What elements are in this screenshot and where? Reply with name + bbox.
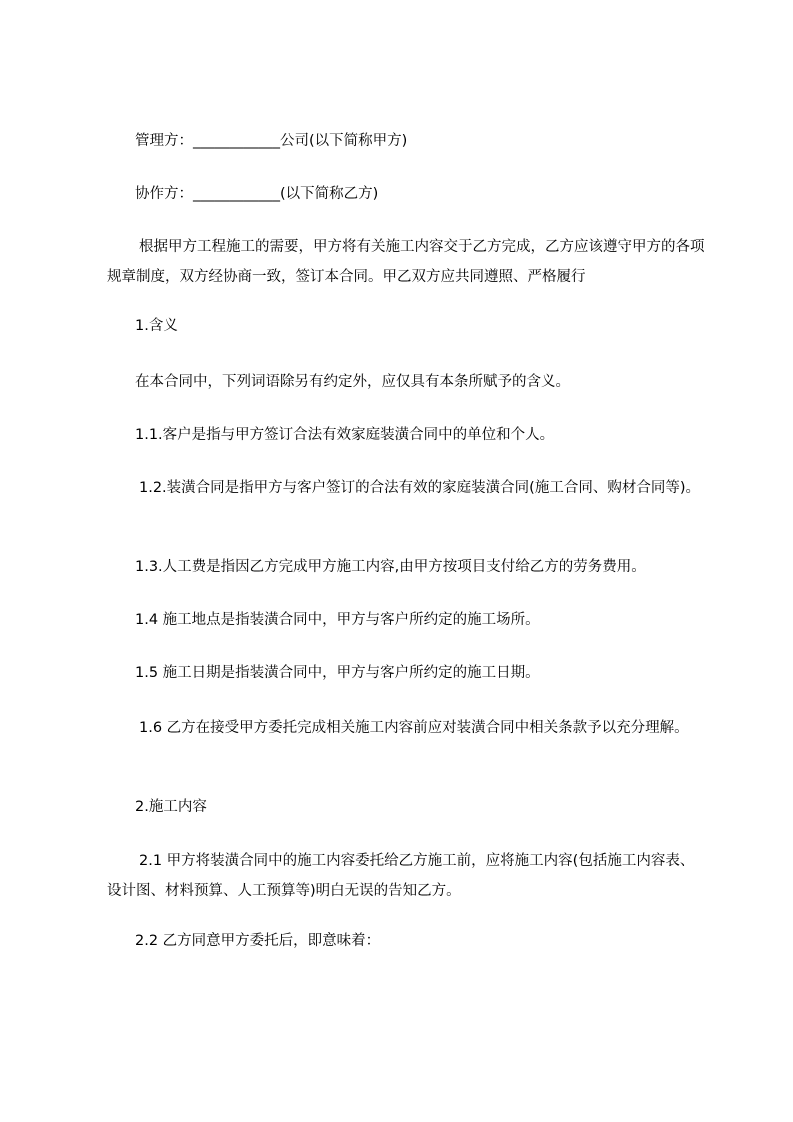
clause-2-1: 2.1 甲方将装潢合同中的施工内容委托给乙方施工前，应将施工内容(包括施工内容表、设计图、材料预算、人工预算等)明白无误的告知乙方。 bbox=[107, 853, 695, 899]
manager-line bbox=[135, 126, 715, 156]
clause-1-4: 1.4 施工地点是指装潢合同中，甲方与客户所约定的施工场所。 bbox=[135, 612, 540, 628]
cooperator-label: 协作方： bbox=[135, 186, 193, 202]
clause-1-2: 1.2.装潢合同是指甲方与客户签订的合法有效的家庭装潢合同(施工合同、购材合同等)。 bbox=[139, 480, 700, 496]
cooperator-blank: ____________ bbox=[193, 186, 280, 202]
clause-2-2: 2.2 乙方同意甲方委托后，即意味着： bbox=[135, 933, 381, 949]
clause-1-6: 1.6 乙方在接受甲方委托完成相关施工内容前应对装潢合同中相关条款予以充分理解。 bbox=[139, 720, 689, 736]
manager-suffix: 公司(以下简称甲方) bbox=[280, 133, 408, 149]
manager-label: 管理方： bbox=[135, 133, 193, 149]
clause-1-1: 1.1.客户是指与甲方签订合法有效家庭装潢合同中的单位和个人。 bbox=[135, 427, 555, 443]
section2-title: 2.施工内容 bbox=[135, 799, 207, 815]
section1-lead: 在本合同中，下列词语除另有约定外，应仅具有本条所赋予的含义。 bbox=[135, 374, 570, 390]
clause-1-3: 1.3.人工费是指因乙方完成甲方施工内容,由甲方按项目支付给乙方的劳务费用。 bbox=[135, 559, 646, 575]
intro-paragraph: 根据甲方工程施工的需要，甲方将有关施工内容交于乙方完成，乙方应该遵守甲方的各项规章制度，双方经协商一致，签订本合同。甲乙双方应共同遵照、严格履行 bbox=[107, 239, 705, 285]
clause-1-5: 1.5 施工日期是指装潢合同中，甲方与客户所约定的施工日期。 bbox=[135, 665, 540, 681]
cooperator-line bbox=[135, 179, 715, 209]
manager-blank: ____________ bbox=[193, 133, 280, 149]
cooperator-suffix: (以下简称乙方) bbox=[280, 186, 379, 202]
section1-title: 1.含义 bbox=[135, 318, 178, 334]
